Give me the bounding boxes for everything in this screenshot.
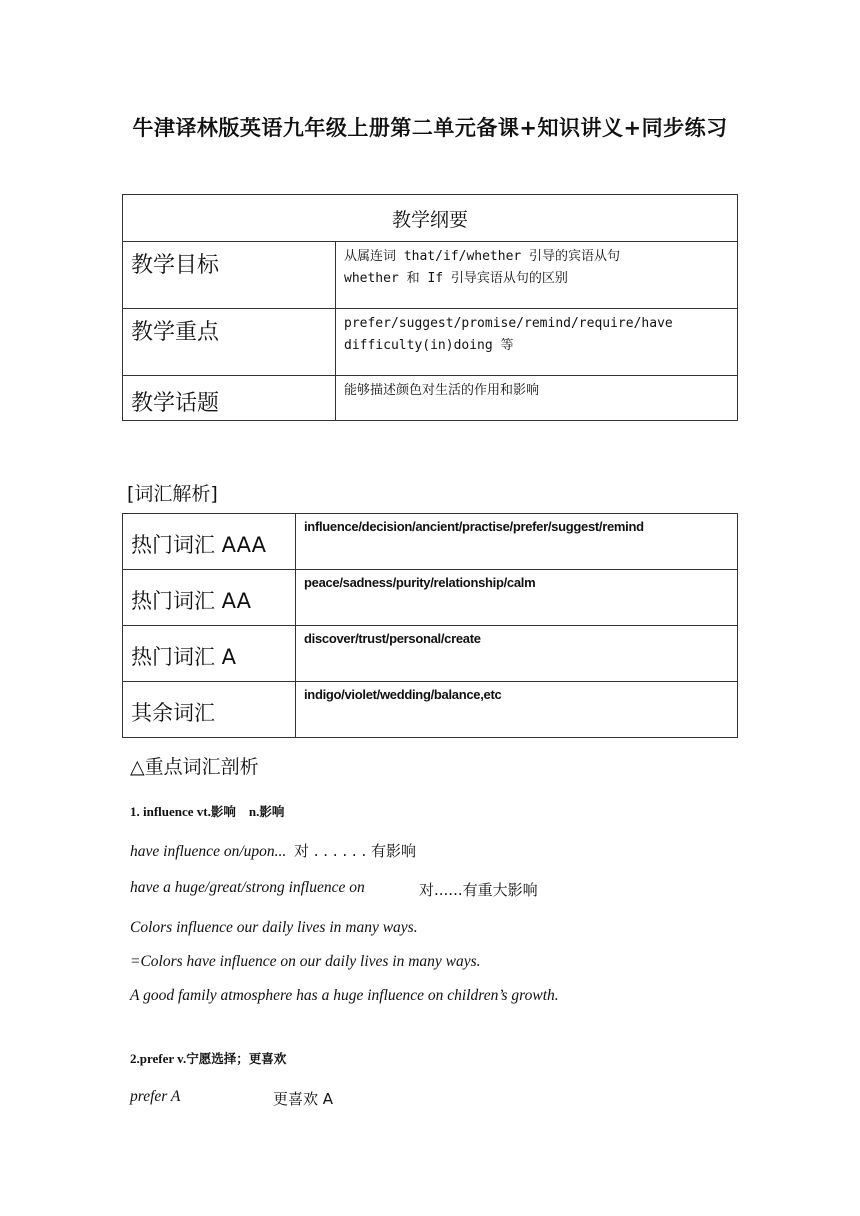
row-line: 从属连词 that/if/whether 引导的宾语从句	[344, 249, 621, 264]
phrase-en: have a huge/great/strong influence on	[130, 879, 365, 896]
row-value	[336, 309, 738, 376]
outline-table	[122, 194, 738, 421]
row-label: 教学目标	[123, 242, 336, 309]
vocab-words: discover/trust/personal/create	[296, 626, 738, 682]
item1-title	[130, 802, 284, 820]
phrase-cn: 对 . . . . . . 有影响	[294, 842, 416, 860]
item2-title-cn: 宁愿选择；更喜欢	[186, 1051, 287, 1066]
table-row	[123, 376, 738, 421]
item1-phrase2	[130, 879, 538, 899]
vocab-label: 热门词汇 AAA	[123, 514, 296, 570]
item2-phrase1	[130, 1088, 334, 1108]
vocab-words: peace/sadness/purity/relationship/calm	[296, 570, 738, 626]
key-vocab-heading: △重点词汇剖析	[130, 756, 259, 778]
outline-table-header: 教学纲要	[123, 195, 738, 242]
vocab-label: 热门词汇 A	[123, 626, 296, 682]
vocab-words: influence/decision/ancient/practise/prefer/suggest/remind	[296, 514, 738, 570]
row-line: whether 和 If 引导宾语从句的区别	[344, 271, 568, 286]
table-row	[123, 514, 738, 570]
vocab-words: indigo/violet/wedding/balance,etc	[296, 682, 738, 738]
item1-title-en2: n.	[248, 804, 260, 819]
vocab-section-heading: [词汇解析]	[127, 483, 218, 505]
vocab-label: 热门词汇 AA	[123, 570, 296, 626]
row-label: 教学重点	[123, 309, 336, 376]
item2-title-en: 2.prefer v.	[130, 1051, 187, 1066]
row-value	[336, 242, 738, 309]
document-title: 牛津译林版英语九年级上册第二单元备课+知识讲义+同步练习	[132, 116, 728, 140]
vocab-label: 其余词汇	[123, 682, 296, 738]
table-row	[123, 309, 738, 376]
table-row	[123, 682, 738, 738]
example-sentence: A good family atmosphere has a huge influence on children’s growth.	[130, 987, 559, 1004]
example-sentence: =Colors have influence on our daily lives in many ways.	[130, 953, 481, 970]
table-row	[123, 570, 738, 626]
row-line: difficulty(in)doing 等	[344, 338, 514, 353]
phrase-cn: 更喜欢 A	[273, 1090, 334, 1108]
phrase-en: have influence on/upon...	[130, 843, 287, 860]
phrase-cn: 对......有重大影响	[419, 881, 538, 899]
example-sentence: Colors influence our daily lives in many ways.	[130, 919, 418, 936]
table-row	[123, 626, 738, 682]
item1-title-en: 1. influence vt.	[130, 804, 211, 819]
vocab-table	[122, 513, 738, 738]
table-row	[123, 242, 738, 309]
item2-title	[130, 1049, 286, 1067]
phrase-en: prefer A	[130, 1088, 181, 1105]
row-label: 教学话题	[123, 376, 336, 421]
row-line: prefer/suggest/promise/remind/require/have	[344, 316, 673, 331]
row-value	[336, 376, 738, 421]
row-line: 能够描述颜色对生活的作用和影响	[344, 383, 540, 398]
item1-title-cn2: 影响	[259, 804, 285, 819]
item1-phrase1	[130, 840, 416, 861]
item1-title-cn1: 影响	[210, 804, 236, 819]
